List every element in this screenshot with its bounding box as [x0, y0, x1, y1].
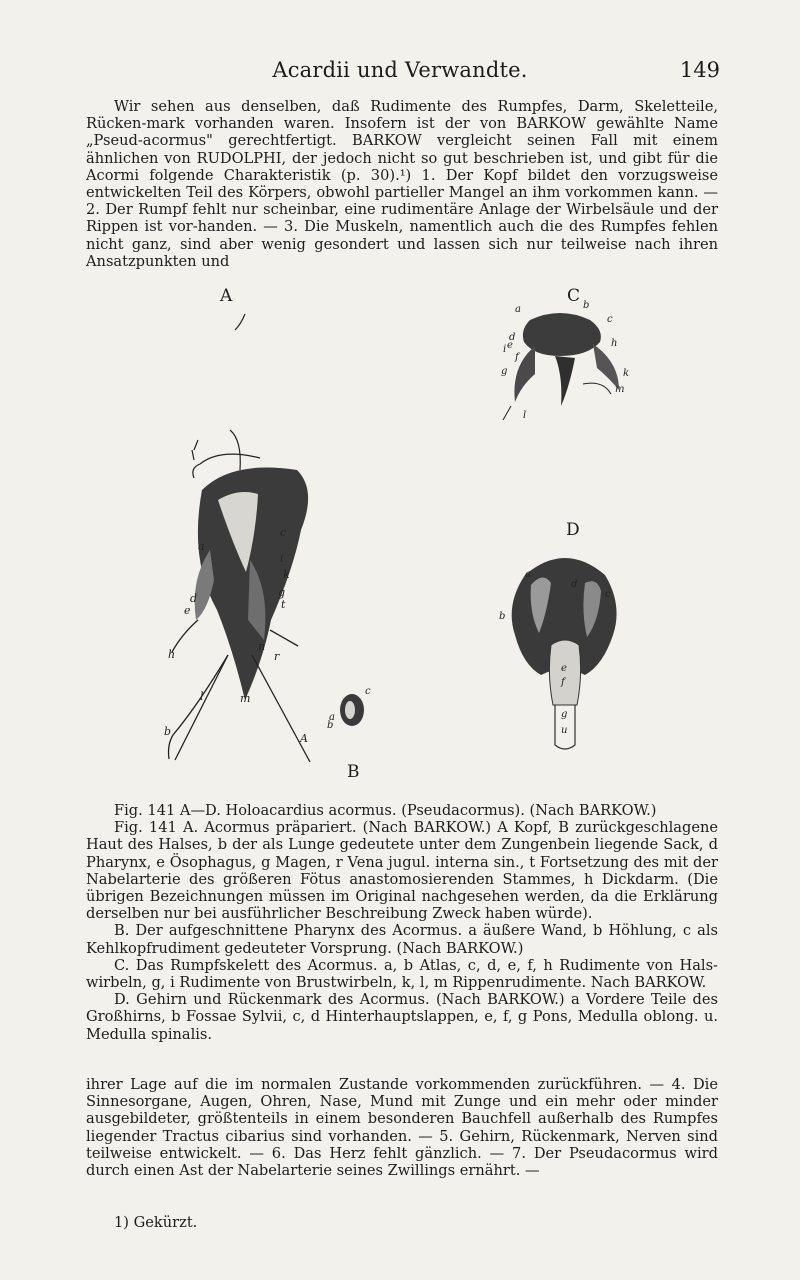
caption-a: Fig. 141 A. Acormus präpariert. (Nach BARKOW.) A Kopf, B zurückgeschlagene Haut des Halses, b der als Lunge gedeutete unter dem Zungenbein liegende Sack, d Pharynx, e Ösophagus, g Magen, r Vena jugul. interna sin., t Fortsetzung des mit der Nabelarterie des größeren Fötus anastomosierenden Stammes, h Dickdarm. (Die übrigen Bezeichnungen müssen im Original nachgesehen werden, da die Erklärung derselben nur bei ausführlicher Beschreibung Zweck haben würde).: [86, 819, 718, 923]
svg-text:b: b: [499, 611, 506, 622]
svg-text:u: u: [561, 725, 568, 736]
svg-text:r: r: [274, 650, 280, 663]
caption-d: D. Gehirn und Rückenmark des Acormus. (Nach BARKOW.) a Vordere Teile des Großhirns, b Fossae Sylvii, c, d Hinterhauptslappen, e, f, g Pons, Medulla oblong. u. Medulla spinalis.: [86, 991, 718, 1043]
figure-caption: [86, 802, 718, 1043]
figure-panel-label-c: C: [567, 286, 581, 306]
figure-panel-d-illustration: [495, 545, 635, 755]
svg-text:g: g: [278, 586, 286, 599]
svg-text:e: e: [507, 340, 513, 351]
svg-text:d: d: [571, 579, 578, 590]
svg-text:f: f: [515, 352, 519, 363]
svg-text:k: k: [623, 368, 630, 379]
svg-text:b: b: [583, 300, 590, 311]
figure-panel-b-illustration: [325, 680, 385, 740]
body-paragraph-bottom: [86, 1076, 718, 1179]
svg-text:l: l: [200, 690, 204, 703]
body-paragraph-top: [86, 98, 718, 270]
svg-text:g: g: [561, 709, 568, 720]
svg-text:k: k: [283, 568, 290, 581]
svg-text:a: a: [198, 540, 205, 553]
figure-panel-label-b: B: [347, 762, 360, 782]
figure-panel-a-illustration: [140, 300, 340, 770]
figure-panel-c-illustration: [475, 300, 645, 430]
svg-text:d: d: [190, 592, 198, 605]
svg-text:e: e: [561, 663, 567, 674]
svg-text:h: h: [168, 648, 176, 661]
footnote: 1) Gekürzt.: [114, 1214, 198, 1231]
svg-text:c: c: [607, 314, 613, 325]
svg-text:b: b: [164, 725, 172, 738]
svg-text:a: a: [525, 569, 531, 580]
figure-panel-label-a: A: [220, 286, 233, 306]
svg-text:i: i: [503, 344, 507, 355]
svg-text:m: m: [240, 692, 251, 705]
running-title: Acardii und Verwandte.: [272, 58, 528, 82]
svg-text:n: n: [258, 640, 266, 653]
svg-text:c: c: [280, 526, 287, 539]
svg-text:g: g: [501, 366, 508, 377]
body-text-bottom: ihrer Lage auf die im normalen Zustande vorkommenden zurückführen. — 4. Die Sinnesorgane, Augen, Ohren, Nase, Mund mit Zunge und ein mehr oder minder ausgebildeter, größtenteils in einem besonderen Bauchfell außerhalb des Rumpfes liegender Tractus cibarius sind vorhanden. — 5. Gehirn, Rückenmark, Nerven sind teilweise entwickelt. — 6. Das Herz fehlt gänzlich. — 7. Der Pseudacormus wird durch einen Ast der Nabelarterie seines Zwillings ernährt. —: [86, 1076, 718, 1180]
caption-b: B. Der aufgeschnittene Pharynx des Acormus. a äußere Wand, b Höhlung, c als Kehlkopfrudiment gedeuteter Vorsprung. (Nach BARKOW.): [86, 922, 718, 957]
svg-text:h: h: [611, 338, 618, 349]
page-number: 149: [679, 58, 720, 82]
caption-c: C. Das Rumpfskelett des Acormus. a, b Atlas, c, d, e, f, h Rudimente von Hals-wirbeln, g, i Rudimente von Brustwirbeln, k, l, m Rippenrudimente. Nach BARKOW.: [86, 956, 718, 992]
svg-text:c: c: [365, 686, 371, 697]
svg-text:t: t: [281, 598, 286, 611]
svg-text:e: e: [184, 604, 191, 617]
body-text-top: Wir sehen aus denselben, daß Rudimente des Rumpfes, Darm, Skeletteile, Rücken-mark vorhanden waren. Insofern ist der von BARKOW gewählte Name „Pseud-acormus" gerechtfertigt. BARKOW vergleicht seinen Fall mit einem ähnlichen von RUDOLPHI, der jedoch nicht so gut beschrieben ist, und gibt für die Acormi folgende Charakteristik (p. 30).¹) 1. Der Kopf bildet den vorzugsweise entwickelten Teil des Körpers, obwohl partieller Mangel an ihm vorkommen kann. — 2. Der Rumpf fehlt nur scheinbar, eine rudimentäre Anlage der Wirbelsäule und der Rippen ist vor-handen. — 3. Die Muskeln, namentlich auch die des Rumpfes fehlen nicht ganz, sind aber wenig gesondert und lassen sich nur teilweise nach ihren Ansatzpunkten und: [86, 98, 718, 270]
svg-text:a: a: [329, 712, 335, 723]
svg-text:m: m: [615, 384, 625, 395]
svg-text:b: b: [327, 720, 334, 731]
svg-text:c: c: [605, 589, 611, 600]
svg-text:l: l: [523, 410, 527, 421]
svg-text:d: d: [509, 332, 516, 343]
figure-panel-label-d: D: [566, 520, 580, 540]
svg-text:A: A: [300, 732, 308, 745]
svg-text:f: f: [561, 677, 565, 688]
svg-text:i: i: [280, 552, 284, 565]
svg-text:a: a: [515, 304, 521, 315]
caption-title: Fig. 141 A—D. Holoacardius acormus. (Pseudacormus). (Nach BARKOW.): [114, 802, 657, 819]
